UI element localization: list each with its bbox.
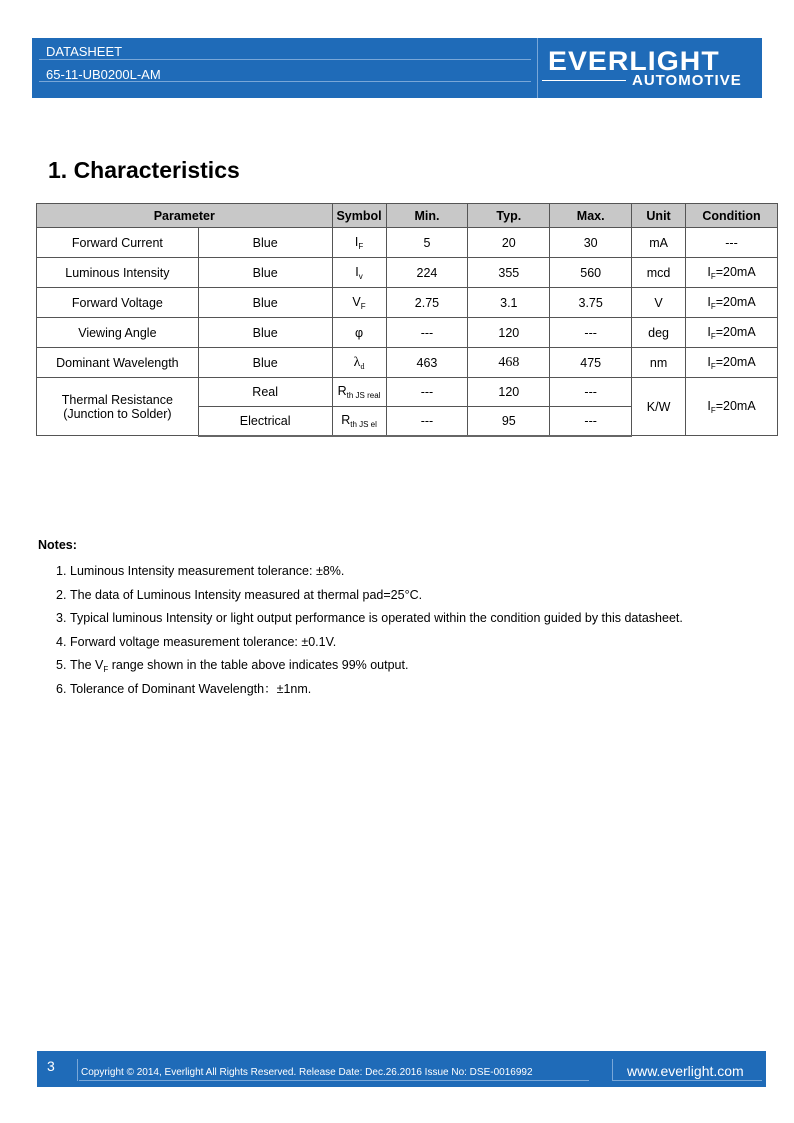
symbol-cell: φ (332, 318, 386, 348)
typ-cell: 120 (468, 318, 550, 348)
typ-cell: 20 (468, 228, 550, 258)
table-row (37, 288, 778, 318)
thermal-param-line1: Thermal Resistance (61, 392, 173, 407)
page-footer (37, 1051, 766, 1087)
color-cell: Blue (198, 318, 332, 348)
list-item: 6. Tolerance of Dominant Wavelength：±1nm. (56, 681, 312, 696)
header-symbol: Symbol (332, 204, 386, 228)
color-cell: Real (198, 378, 332, 407)
max-cell: --- (550, 407, 632, 436)
characteristics-table (36, 203, 778, 437)
min-cell: 2.75 (386, 288, 468, 318)
unit-cell: mcd (632, 258, 686, 288)
param-cell (37, 378, 199, 436)
symbol-cell: $V_F$ (332, 288, 386, 318)
table-row (37, 258, 778, 288)
symbol-cell: $R_{th JS el}$ (332, 407, 386, 436)
condition-cell: $I_F=20mA$ (686, 318, 778, 348)
logo-wordmark: EVERLIGHT (548, 46, 720, 76)
list-item: 3. Typical luminous Intensity or light output performance is operated within the condition guided by this datasheet. (56, 611, 683, 625)
typ-cell: 3.1 (468, 288, 550, 318)
table-row (37, 318, 778, 348)
header-parameter: Parameter (37, 204, 333, 228)
part-number: 65-11-UB0200L-AM (46, 67, 161, 82)
color-cell: Blue (198, 228, 332, 258)
color-cell: Blue (198, 258, 332, 288)
header-min: Min. (386, 204, 468, 228)
everlight-logo (537, 38, 762, 98)
condition-cell: --- (686, 228, 778, 258)
param-cell: Viewing Angle (37, 318, 199, 348)
unit-cell: mA (632, 228, 686, 258)
min-cell: --- (386, 318, 468, 348)
typ-cell: 355 (468, 258, 550, 288)
typ-cell: 95 (468, 407, 550, 436)
color-cell: Blue (198, 348, 332, 378)
list-item: 2. The data of Luminous Intensity measured at thermal pad=25°C. (56, 587, 423, 602)
unit-cell: K/W (632, 378, 686, 436)
param-cell: Luminous Intensity (37, 258, 199, 288)
notes-list (56, 560, 683, 701)
symbol-cell: $I_F$ (332, 228, 386, 258)
header-condition: Condition (686, 204, 778, 228)
param-cell: Dominant Wavelength (37, 348, 199, 378)
condition-cell: $I_F=20mA$ (686, 378, 778, 436)
min-cell: 463 (386, 348, 468, 378)
max-cell: 3.75 (550, 288, 632, 318)
color-cell: Blue (198, 288, 332, 318)
website-link[interactable]: www.everlight.com (627, 1063, 744, 1079)
symbol-cell: $R_{th JS real}$ (332, 378, 386, 407)
max-cell: --- (550, 318, 632, 348)
table-row (37, 348, 778, 378)
typ-cell: 468 (468, 348, 550, 378)
symbol-cell: $\lambda_d$ (332, 348, 386, 378)
min-cell: --- (386, 407, 468, 436)
max-cell: 560 (550, 258, 632, 288)
table-row (37, 378, 778, 407)
thermal-param-line2: (Junction to Solder) (63, 406, 172, 421)
header-unit: Unit (632, 204, 686, 228)
condition-cell: $I_F=20mA$ (686, 258, 778, 288)
table-header-row (37, 204, 778, 228)
unit-cell: nm (632, 348, 686, 378)
copyright-text: Copyright © 2014, Everlight All Rights Reserved. Release Date: Dec.26.2016 Issue No: DSE-0016992 (81, 1067, 533, 1078)
footer-divider (77, 1059, 78, 1081)
logo-subtitle: AUTOMOTIVE (632, 72, 742, 89)
symbol-cell: $I_v$ (332, 258, 386, 288)
param-cell: Forward Current (37, 228, 199, 258)
max-cell: 30 (550, 228, 632, 258)
condition-cell: $I_F=20mA$ (686, 348, 778, 378)
section-title: 1. Characteristics (48, 157, 240, 183)
notes-heading: Notes: (38, 538, 77, 552)
header-typ: Typ. (468, 204, 550, 228)
page-number: 3 (47, 1058, 55, 1074)
list-item: 1. Luminous Intensity measurement tolerance: ±8%. (56, 564, 345, 578)
document-type: DATASHEET (46, 44, 123, 59)
list-item: 5. The $V_F$ range shown in the table above indicates 99% output. (56, 658, 409, 674)
color-cell: Electrical (198, 407, 332, 436)
header-max: Max. (550, 204, 632, 228)
table-row (37, 228, 778, 258)
condition-cell: $I_F=20mA$ (686, 288, 778, 318)
unit-cell: deg (632, 318, 686, 348)
min-cell: 224 (386, 258, 468, 288)
min-cell: 5 (386, 228, 468, 258)
max-cell: --- (550, 378, 632, 407)
page-header (32, 38, 762, 98)
list-item: 4. Forward voltage measurement tolerance: ±0.1V. (56, 634, 337, 649)
logo-rule (542, 80, 626, 81)
max-cell: 475 (550, 348, 632, 378)
unit-cell: V (632, 288, 686, 318)
min-cell: --- (386, 378, 468, 407)
typ-cell: 120 (468, 378, 550, 407)
param-cell: Forward Voltage (37, 288, 199, 318)
